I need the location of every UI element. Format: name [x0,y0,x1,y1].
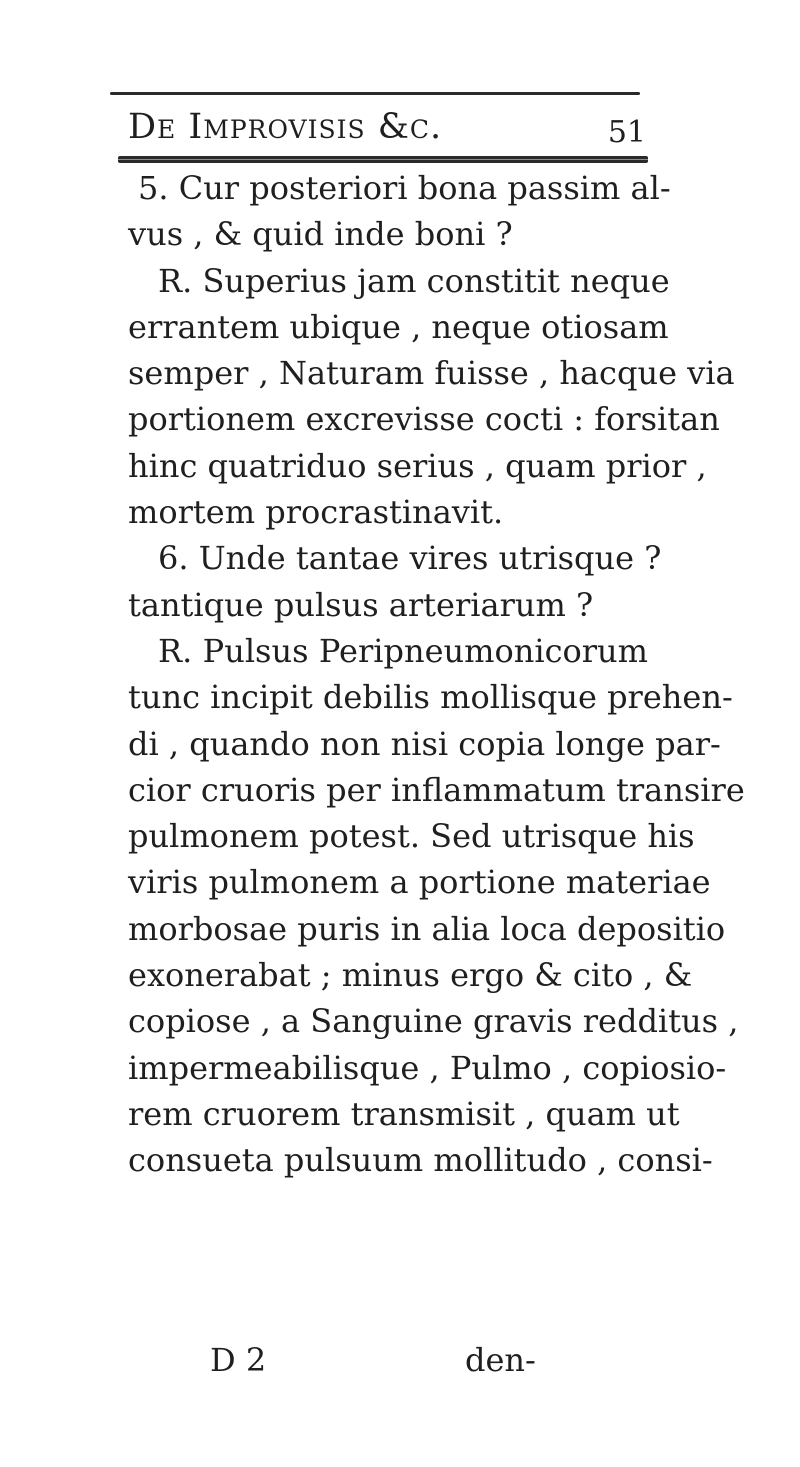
text-line: R. Pulsus Peripneumonicorum [158,631,648,670]
signature-mark: D 2 [210,1341,267,1379]
top-rule [110,92,640,95]
text-line: 6. Unde tantae vires utrisque ? [158,539,662,578]
text-line: tantique pulsus arteriarum ? [128,585,594,624]
text-line: R. Superius jam constitit neque [158,261,670,300]
catchword: den- [465,1341,536,1379]
text-line: cior cruoris per inflammatum transire [128,770,745,809]
text-line: mortem procrastinavit. [128,493,504,532]
text-line: tunc incipit debilis mollisque prehen- [128,678,733,717]
running-header [128,103,648,151]
text-line: di , quando non nisi copia longe par- [128,724,721,763]
text-line: semper , Naturam fuisse , hacque via [128,354,735,393]
header-title: De Improvisis &c. [128,107,443,147]
main-text [128,165,745,1184]
text-line: errantem ubique , neque otiosam [128,307,669,346]
header-rule [118,156,648,163]
text-line: exonerabat ; minus ergo & cito , & [128,956,693,995]
page-number: 51 [607,115,646,150]
text-line: hinc quatriduo serius , quam prior , [128,446,707,485]
text-line: 5. Cur posteriori bona passim al- [138,169,671,207]
page-footer [128,1337,648,1383]
text-line: copiose , a Sanguine gravis redditus , [128,1002,739,1041]
text-line: vus , & quid inde boni ? [128,215,513,254]
text-line: impermeabilisque , Pulmo , copiosio- [128,1048,727,1087]
text-line: rem cruorem transmisit , quam ut [128,1094,680,1133]
text-line: viris pulmonem a portione materiae [128,863,711,902]
text-line: morbosae puris in alia loca depositio [128,909,726,948]
text-line: portionem excrevisse cocti : forsitan [128,400,720,439]
text-line: consueta pulsuum mollitudo , consi- [128,1141,713,1180]
text-line: pulmonem potest. Sed utrisque his [128,817,695,856]
